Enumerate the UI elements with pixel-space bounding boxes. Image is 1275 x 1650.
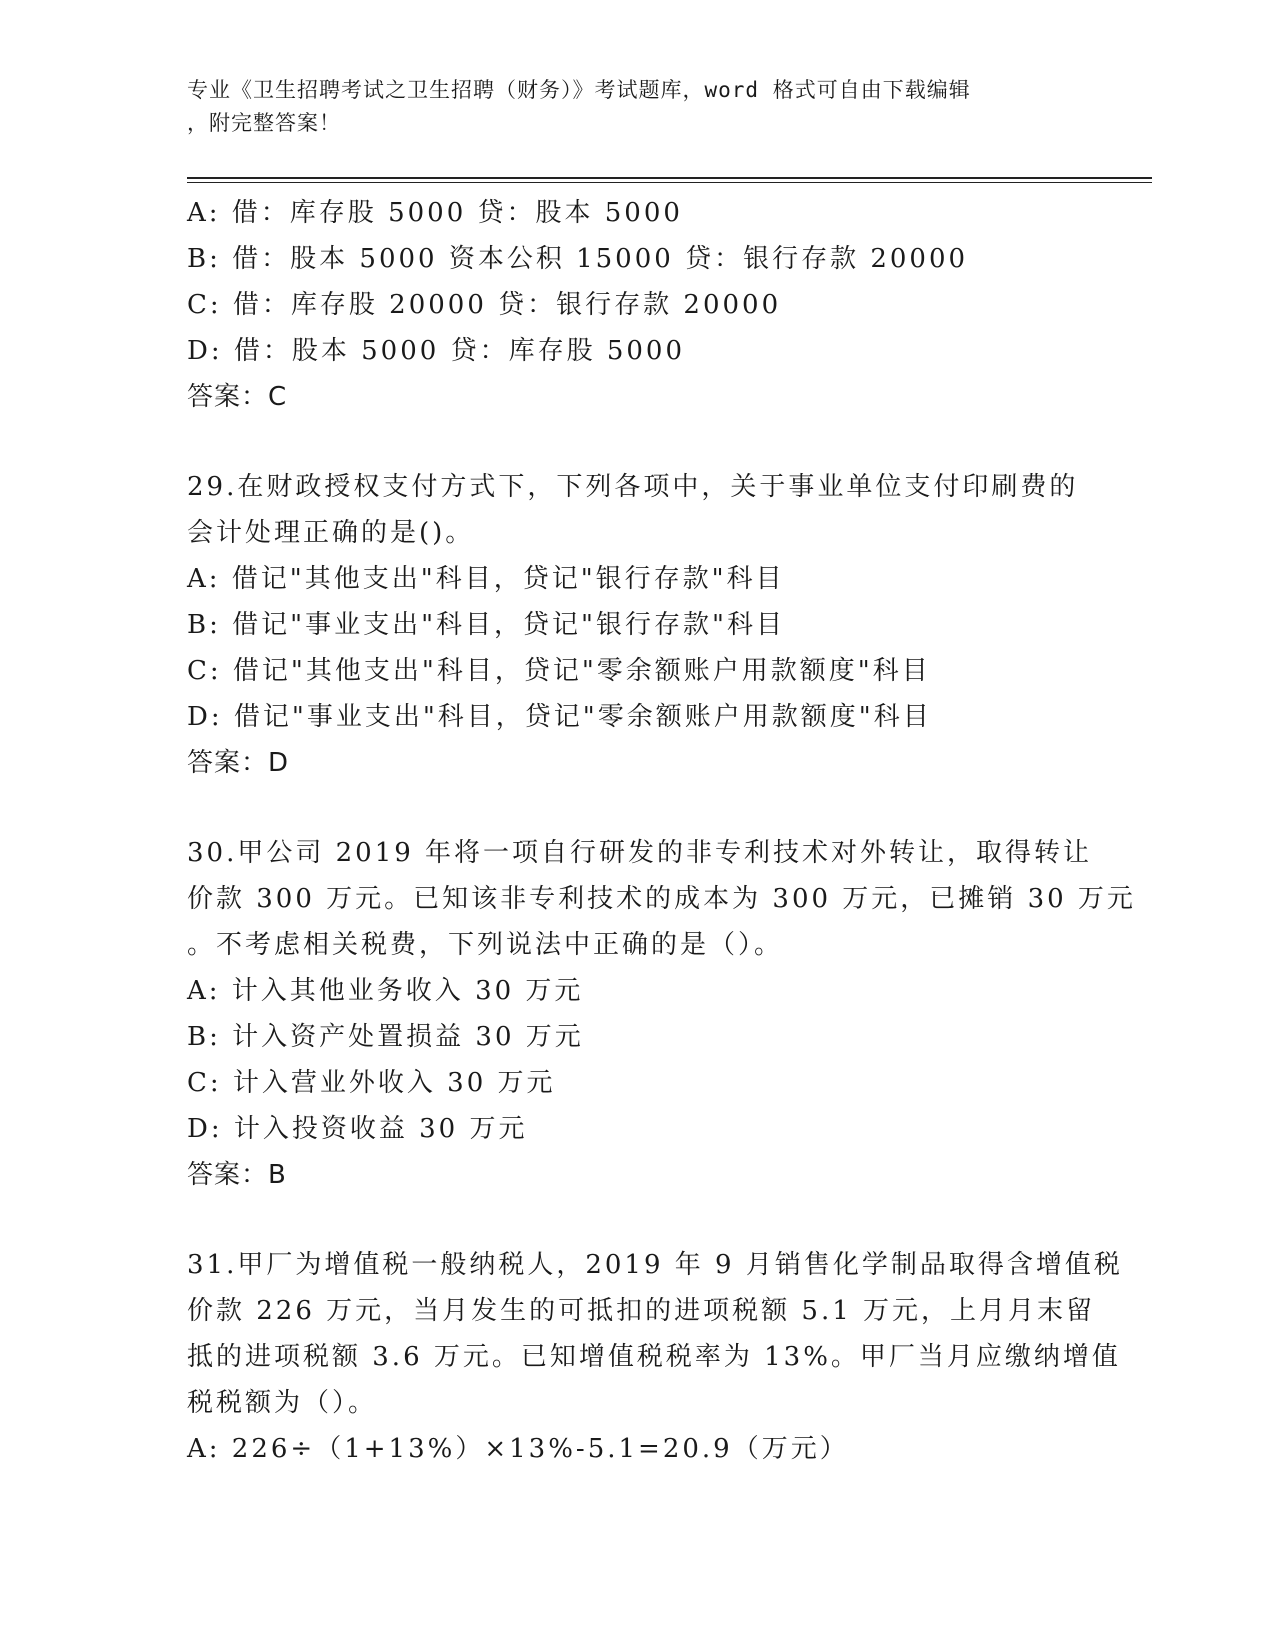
header-rule-thick — [187, 177, 1152, 179]
question-29 — [187, 464, 1087, 786]
header-line-1: 专业《卫生招聘考试之卫生招聘（财务）》考试题库，word 格式可自由下载编辑 — [187, 78, 971, 102]
option-c: C: 借：库存股 20000 贷：银行存款 20000 — [187, 290, 782, 320]
option-b: B: 计入资产处置损益 30 万元 — [187, 1022, 584, 1052]
header-rule-thin — [187, 182, 1152, 183]
question-stem-line: 。不考虑相关税费，下列说法中正确的是（）。 — [187, 930, 784, 960]
question-content — [187, 190, 1136, 1472]
option-d: D: 借：股本 5000 贷：库存股 5000 — [187, 336, 686, 366]
answer: 答案：C — [187, 382, 288, 412]
option-c: C: 借记"其他支出"科目，贷记"零余额账户用款额度"科目 — [187, 656, 931, 686]
question-30 — [187, 830, 1136, 1198]
option-b: B: 借记"事业支出"科目，贷记"银行存款"科目 — [187, 610, 785, 640]
document-header — [187, 74, 1067, 140]
question-stem-line: 税税额为（）。 — [187, 1388, 378, 1418]
question-stem-line: 会计处理正确的是()。 — [187, 518, 475, 548]
option-a: A: 借记"其他支出"科目，贷记"银行存款"科目 — [187, 564, 785, 594]
answer: 答案：B — [187, 1160, 287, 1190]
answer: 答案：D — [187, 748, 290, 778]
question-stem-line: 30.甲公司 2019 年将一项自行研发的非专利技术对外转让，取得转让 — [187, 838, 1093, 868]
question-stem-line: 价款 300 万元。已知该非专利技术的成本为 300 万元，已摊销 30 万元 — [187, 884, 1136, 914]
question-31 — [187, 1242, 1123, 1472]
question-stem-line: 29.在财政授权支付方式下，下列各项中，关于事业单位支付印刷费的 — [187, 472, 1079, 502]
question-28 — [187, 190, 1087, 420]
option-d: D: 计入投资收益 30 万元 — [187, 1114, 528, 1144]
option-c: C: 计入营业外收入 30 万元 — [187, 1068, 556, 1098]
option-a: A: 借：库存股 5000 贷：股本 5000 — [187, 198, 683, 228]
spacer — [187, 786, 1087, 830]
question-stem-line: 抵的进项税额 3.6 万元。已知增值税税率为 13%。甲厂当月应缴纳增值 — [187, 1342, 1121, 1372]
option-b: B: 借：股本 5000 资本公积 15000 贷：银行存款 20000 — [187, 244, 969, 274]
spacer — [187, 1198, 1087, 1242]
question-stem-line: 价款 226 万元，当月发生的可抵扣的进项税额 5.1 万元，上月月末留 — [187, 1296, 1096, 1326]
spacer — [187, 420, 1087, 464]
option-d: D: 借记"事业支出"科目，贷记"零余额账户用款额度"科目 — [187, 702, 932, 732]
question-stem-line: 31.甲厂为增值税一般纳税人，2019 年 9 月销售化学制品取得含增值税 — [187, 1250, 1123, 1280]
header-line-2: ，附完整答案！ — [187, 111, 341, 135]
option-a: A: 226÷（1+13%）×13%-5.1=20.9（万元） — [187, 1434, 849, 1464]
option-a: A: 计入其他业务收入 30 万元 — [187, 976, 584, 1006]
